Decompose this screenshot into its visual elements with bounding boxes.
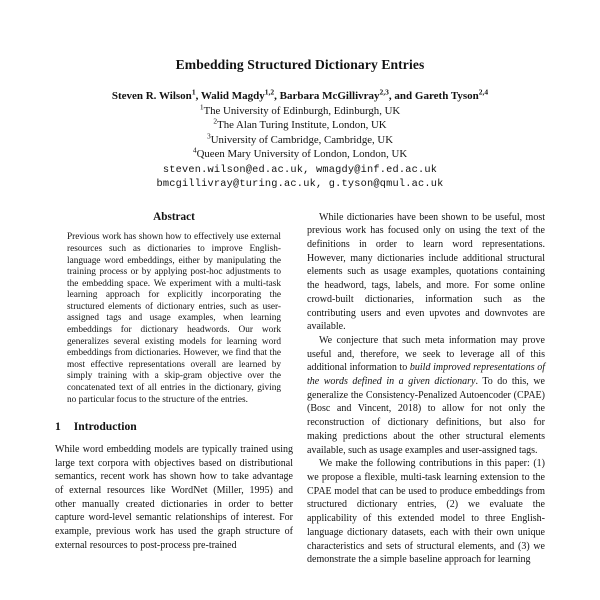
introduction-paragraph: While word embedding models are typically trained using large text corpora with objectives based on distributional semantics, recent work has shown how to take advantage of external resources like WordNet (Miller, 1995) and other manually created dictionaries in order to better capture word-level semantic relationships of interest. For example, previous work has used the graph structure of external resources to post-process pre-trained	[55, 443, 293, 551]
body-paragraph	[307, 457, 545, 567]
author-name: Gareth Tyson$^{2,4}$	[414, 87, 489, 102]
affiliation-line: $^3$University of Cambridge, Cambridge, UK	[206, 131, 394, 146]
abstract-text: Previous work has shown how to effectively use external resources such as dictionaries to improve English-language word embeddings, either by manipulating the training process or by applying post-hoc adjustments to the embedding space. We experiment with a multi-task learning approach for explicitly incorporating the structured elements of dictionary entries, such as user-assigned tags and usage examples, when learning embeddings for dictionary headwords. Our work generalizes several existing models for learning word embeddings from dictionaries. However, we find that the most effective representations overall are learned by simply training with a skip-gram objective over the concatenated text of all entries in the dictionary, giving no particular focus to the structure of the entries.	[67, 232, 281, 405]
author-name: Walid Magdy$^{1,2}$	[200, 87, 275, 102]
email-line: bmcgillivray@turing.ac.uk, g.tyson@qmul.ac.uk	[156, 177, 444, 190]
section-title: Introduction	[73, 420, 137, 434]
author-affiliation-marker: 1	[191, 87, 196, 97]
author-name: Barbara McGillivray$^{2,3}$	[279, 87, 389, 102]
section-number: 1	[55, 420, 61, 434]
affiliation-line: $^1$The University of Edinburgh, Edinburgh, UK	[199, 102, 401, 117]
paper-header	[0, 0, 600, 191]
paragraph-text: While dictionaries have been shown to be useful, most previous work has focused only on using the text of the definitions in order to learn word representations. However, many dictionaries include additional structural elements such as usage examples, quotations containing the headword, tags, labels, and more. For some online crowd-built dictionaries, information such as the contributing users and even upvotes and downvotes are available.	[307, 211, 545, 333]
author-name: Steven R. Wilson$^1$	[111, 87, 196, 102]
body-paragraph	[307, 211, 545, 334]
affiliation-line: $^2$The Alan Turing Institute, London, UK	[213, 116, 387, 132]
paragraph-text: We conjecture that such meta information may prove useful and, therefore, we seek to leverage all of this additional information to	[307, 334, 545, 374]
section-heading-introduction	[55, 420, 293, 434]
affiliations-block	[0, 104, 600, 162]
author-affiliation-marker: 1,2	[264, 87, 275, 97]
email-line: steven.wilson@ed.ac.uk, wmagdy@inf.ed.ac.uk	[162, 163, 438, 176]
paragraph-text: We make the following contributions in this paper: (1) we propose a flexible, multi-task learning extension to the CPAE model that can be used to produce embeddings from structured dictionary entries, (2) we evaluate the applicability of this extended model to three English-language dictionary datasets, each with their own unique characteristics and sets of structural elements, and (3) we demonstrate the a simple baseline approach for learning	[307, 458, 545, 566]
author-line: Steven R. Wilson$^1$, Walid Magdy$^{1,2}$, Barbara McGillivray$^{2,3}$, and Gareth Tyson$^{2,4}$	[111, 87, 489, 102]
body-paragraph	[307, 334, 545, 457]
author-emails	[0, 163, 600, 191]
two-column-body	[0, 211, 600, 567]
abstract-heading: Abstract	[153, 210, 195, 223]
author-affiliation-marker: 2,4	[478, 87, 489, 97]
author-affiliation-marker: 2,3	[379, 87, 389, 97]
paper-title: Embedding Structured Dictionary Entries	[175, 57, 425, 72]
right-column	[307, 211, 545, 567]
affiliation-line: $^4$Queen Mary University of London, London, UK	[192, 145, 408, 161]
paragraph-text: . To do this, we generalize the Consistency-Penalized Autoencoder (CPAE) (Bosc and Vincent, 2018) to allow for not only the reconstruction of dictionary definitions, but also for making predictions about the other structural elements available, such as usage examples and user-assigned tags.	[307, 376, 545, 456]
left-column	[55, 211, 293, 553]
italic-text: build improved representations of the words defined in a given dictionary	[307, 362, 545, 388]
